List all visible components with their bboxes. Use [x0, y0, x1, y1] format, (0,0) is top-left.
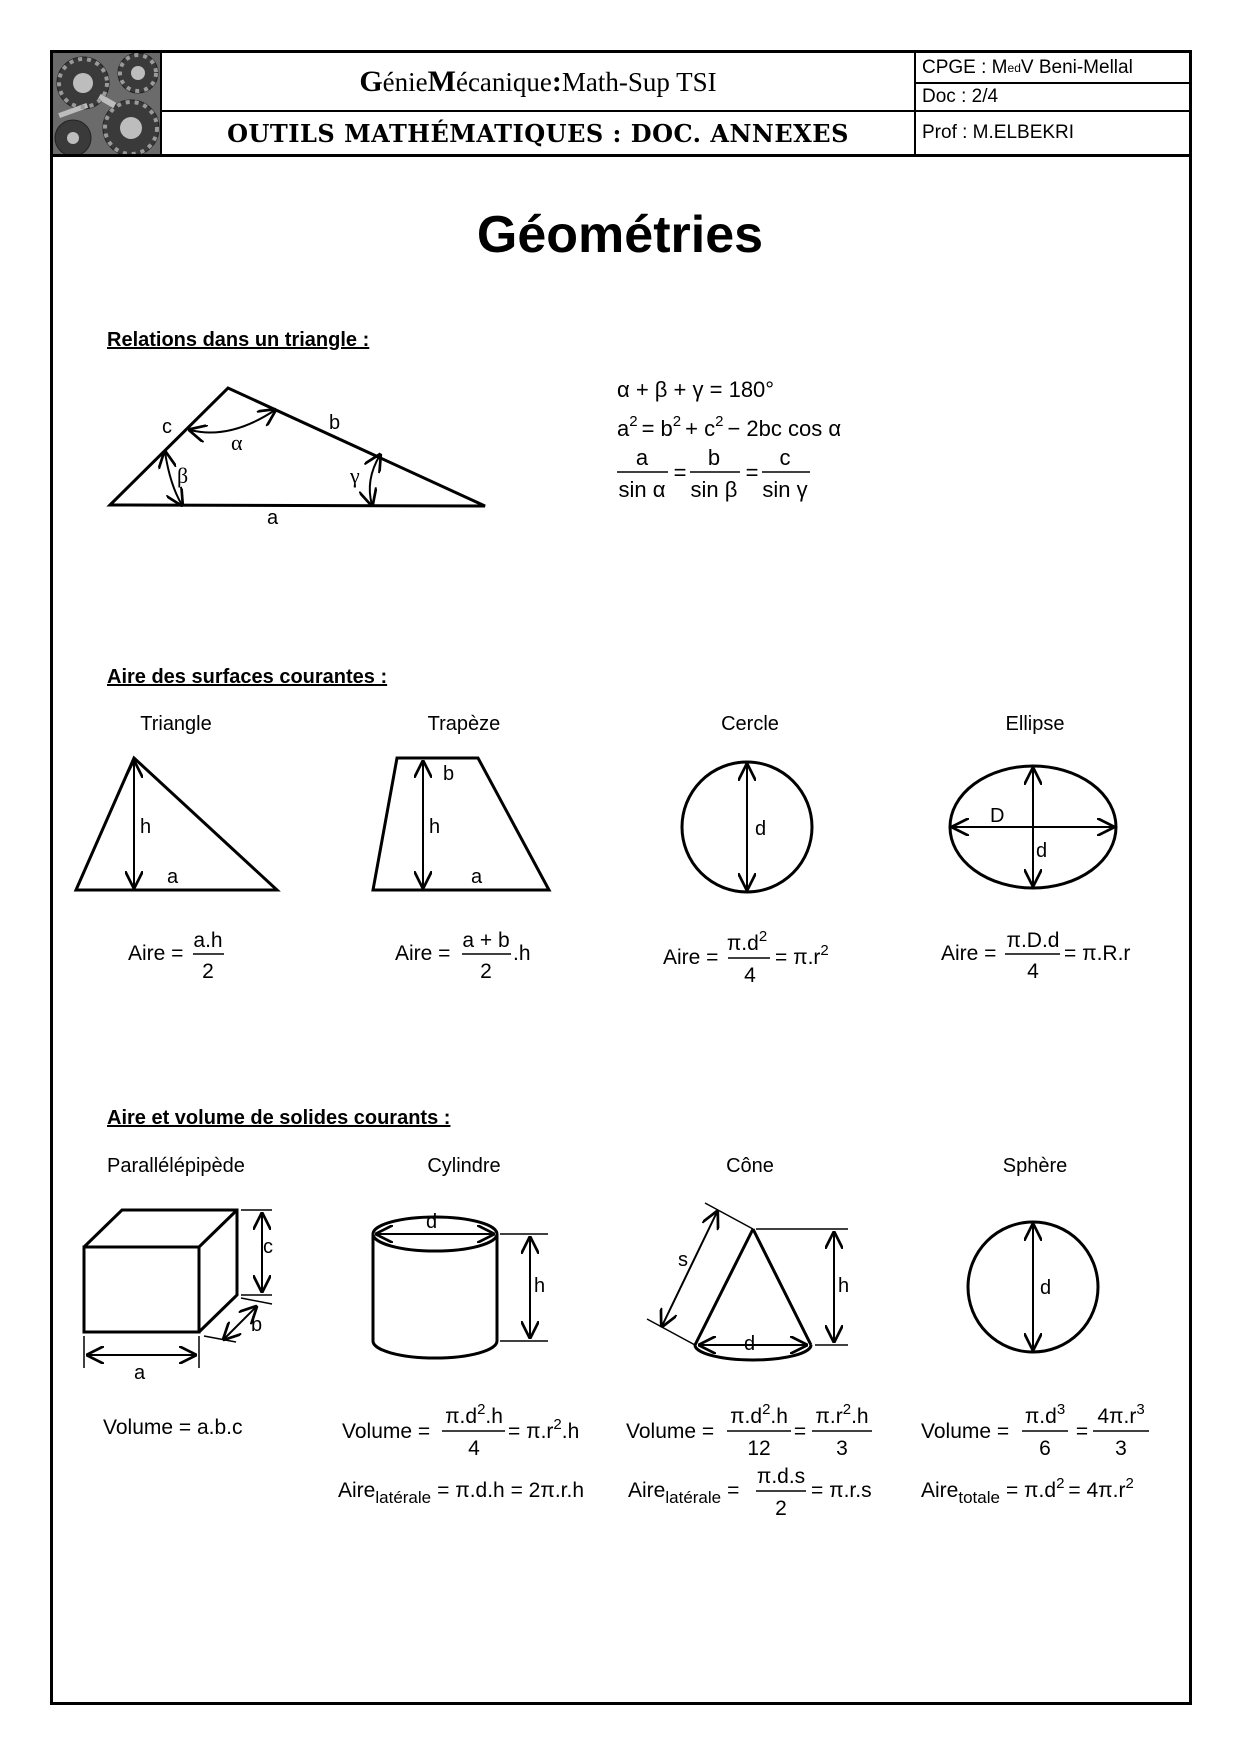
tri-label-b: b: [329, 412, 341, 434]
formula-aire-ellipse: [941, 929, 1130, 983]
formula-aire-cone: [628, 1465, 872, 1520]
header-school: CPGE : M ed V Beni-Mellal: [922, 57, 1133, 78]
svg-text:π.D.d: π.D.d: [1006, 929, 1060, 952]
tri-label-alpha: α: [231, 430, 243, 455]
svg-text:12: 12: [747, 1437, 771, 1460]
surface-ellipse-figure: [950, 766, 1116, 888]
header-subtitle: OUTILS MATHÉMATIQUES : DOC. ANNEXES: [227, 119, 849, 148]
page-title: Géométries: [476, 206, 764, 264]
svg-text:d: d: [1036, 840, 1048, 862]
solid-sphere-figure: [968, 1222, 1098, 1352]
svg-text:D: D: [990, 805, 1005, 827]
svg-text:d: d: [755, 818, 767, 840]
svg-text:=: =: [1075, 1420, 1089, 1443]
svg-text:3: 3: [1115, 1437, 1127, 1460]
formula-aire-trapeze: [395, 929, 531, 983]
label-cercle: Cercle: [721, 713, 779, 735]
svg-text:= π.R.r: = π.R.r: [1064, 942, 1131, 965]
svg-text:2: 2: [202, 960, 214, 983]
svg-text:a: a: [635, 445, 649, 470]
header-title: G énie M écanique : Math-Sup TSI: [359, 65, 717, 98]
formula-aire-cylinder: [338, 1479, 584, 1507]
surface-trapeze-figure: [373, 758, 549, 890]
svg-text:π.d3: $\pi.d^3$: [1024, 1401, 1066, 1428]
svg-text:a.h: a.h: [193, 929, 223, 952]
header-prof: Prof : M.ELBEKRI: [922, 122, 1075, 143]
cyl-label-h: h: [534, 1275, 546, 1297]
svg-text:Aire =: Aire =: [128, 942, 184, 965]
svg-text:= π.r2.h: = $\pi.r^2.h$: [508, 1416, 580, 1443]
svg-text:sin β: sin β: [690, 477, 738, 502]
svg-text:π.d2: $\pi.d^2$: [726, 928, 768, 955]
svg-text:=: =: [793, 1420, 807, 1443]
svg-text:4: 4: [744, 964, 756, 987]
cyl-label-d: d: [426, 1211, 438, 1233]
sphere-label-d: d: [1040, 1277, 1052, 1299]
svg-text:b: b: [707, 445, 721, 470]
equation-angle-sum: α + β + γ = 180°: [617, 377, 775, 402]
svg-text:π.r2.h: $\pi.r^2.h$: [815, 1401, 869, 1428]
svg-text:sin γ: sin γ: [762, 477, 808, 502]
label-triangle: Triangle: [140, 713, 212, 735]
svg-text:.h: .h: [513, 942, 531, 965]
svg-text:4π.r3: $4\pi.r^3$: [1097, 1401, 1145, 1428]
svg-text:π.d.s: π.d.s: [756, 1465, 806, 1488]
header-doc: Doc : 2/4: [922, 86, 999, 107]
para-label-a: a: [134, 1362, 146, 1384]
formula-volume-sphere: [921, 1401, 1149, 1460]
svg-text:Airelatérale= π.d.h = 2π.r.h: Aire$_{latérale}$ = π.d.h = 2π.r.h: [338, 1479, 585, 1507]
svg-text:a + b: a + b: [462, 929, 510, 952]
equation-law-of-sines: [617, 445, 810, 502]
svg-text:h: h: [429, 816, 441, 838]
para-label-b: b: [251, 1314, 263, 1336]
section-surfaces: Aire des surfaces courantes :: [107, 666, 388, 688]
svg-text:6: 6: [1039, 1437, 1051, 1460]
svg-text:Aire =: Aire =: [395, 942, 451, 965]
section-solids: Aire et volume de solides courants :: [107, 1107, 451, 1129]
label-ellipse: Ellipse: [1005, 713, 1065, 735]
formula-aire-sphere: [921, 1475, 1134, 1507]
svg-text:sin α: sin α: [618, 477, 666, 502]
formula-volume-cylinder: [342, 1401, 579, 1460]
svg-text:= π.r2: = $\pi.r^2$: [775, 942, 829, 969]
svg-text:Volume =: Volume =: [342, 1420, 431, 1443]
tri-label-gamma: γ: [350, 463, 360, 488]
cone-label-d: d: [744, 1333, 756, 1355]
formula-aire-triangle: [128, 929, 224, 983]
svg-text:=: =: [673, 460, 687, 485]
triangle-relations-figure: [110, 388, 485, 529]
svg-text:a: a: [167, 866, 179, 888]
label-parallelepipede: Parallélépipède: [107, 1155, 245, 1177]
svg-text:Volume =: Volume =: [921, 1420, 1010, 1443]
tri-label-beta: β: [177, 463, 189, 488]
svg-text:π.d2.h: $\pi.d^2.h$: [445, 1401, 503, 1428]
svg-text:3: 3: [836, 1437, 848, 1460]
formula-aire-cercle: [663, 928, 829, 987]
solid-parallelepiped-figure: [84, 1210, 272, 1368]
svg-text:2: 2: [775, 1497, 787, 1520]
label-trapeze: Trapèze: [427, 713, 501, 735]
svg-text:= π.r.s: = π.r.s: [811, 1479, 872, 1502]
label-cylindre: Cylindre: [427, 1155, 501, 1177]
svg-text:h: h: [140, 816, 152, 838]
svg-text:4: 4: [1027, 960, 1039, 983]
surface-circle-figure: [682, 762, 812, 892]
formula-volume-parallelepiped: [103, 1416, 243, 1439]
solid-cylinder-figure: [373, 1217, 548, 1358]
svg-text:Volume = a.b.c: Volume = a.b.c: [103, 1416, 243, 1439]
section-triangle-relations: Relations dans un triangle :: [107, 329, 370, 351]
svg-text:=: =: [745, 460, 759, 485]
tri-label-c: c: [162, 416, 172, 438]
svg-text:Aire =: Aire =: [663, 946, 719, 969]
svg-text:4: 4: [468, 1437, 480, 1460]
tri-label-a: a: [267, 507, 279, 529]
svg-text:Volume =: Volume =: [626, 1420, 715, 1443]
svg-text:a: a: [471, 866, 483, 888]
para-label-c: c: [263, 1236, 273, 1258]
label-cone: Cône: [726, 1155, 774, 1177]
surface-triangle-figure: [76, 758, 277, 890]
svg-text:2: 2: [480, 960, 492, 983]
triangle-equations: [617, 377, 841, 502]
formula-volume-cone: [626, 1401, 872, 1460]
cone-label-h: h: [838, 1275, 850, 1297]
svg-text:b: b: [443, 763, 455, 785]
svg-text:Airelatérale=: Aire$_{latérale}$ =: [628, 1479, 740, 1507]
svg-text:π.d2.h: $\pi.d^2.h$: [730, 1401, 788, 1428]
svg-text:Aire =: Aire =: [941, 942, 997, 965]
svg-text:Airetotale= π.d2= 4π.r2: Aire$_{totale}$ = $\pi.d^2 = 4\pi.r^2$: [921, 1475, 1134, 1507]
label-sphere: Sphère: [1002, 1155, 1068, 1177]
cone-label-s: s: [678, 1249, 688, 1271]
equation-law-of-cosines: $a^2 = b^2 + c^2 - 2bc$ cos α: [617, 413, 842, 441]
svg-text:c: c: [779, 445, 791, 470]
